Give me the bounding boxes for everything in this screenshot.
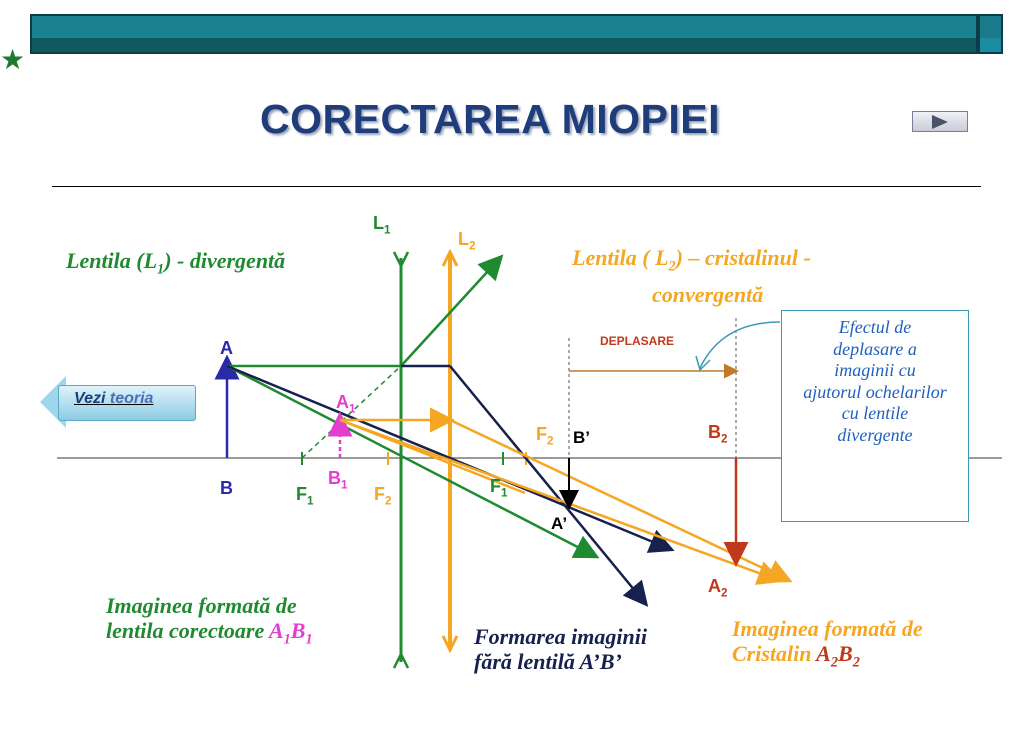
info-box	[781, 310, 969, 522]
see-theory-label: Vezi teoria	[74, 390, 154, 407]
caption-image1: Imaginea formată de lentila corectoare $A_1B_1$	[106, 593, 313, 648]
label-f2-left: $F_2$	[374, 484, 392, 508]
label-a2: $A_2$	[708, 576, 728, 600]
label-b1: $B_1$	[328, 468, 348, 492]
lens-l1-divergent	[394, 252, 408, 668]
see-theory-button[interactable]	[40, 376, 196, 428]
info-line: cu lentile	[841, 403, 909, 424]
caption-image2: Imaginea formată de Cristalin $A_2B_2$	[732, 616, 923, 671]
label-l1: $L_1$	[373, 213, 391, 237]
info-line: divergente	[837, 424, 913, 445]
label-a1: $A_1$	[336, 392, 356, 416]
label-b-prime: B’	[573, 428, 590, 447]
label-b: B	[220, 478, 233, 498]
label-f1-left: $F_1$	[296, 484, 314, 508]
label-l2: $L_2$	[458, 229, 476, 253]
label-f2-right: $F_2$	[536, 424, 554, 448]
label-f1-right: $F_1$	[490, 476, 508, 500]
caption-lens2: Lentila ( $L_2$) – cristalinul -	[572, 245, 811, 275]
label-deplasare: DEPLASARE	[600, 334, 675, 348]
caption-no-lens: Formarea imaginii fără lentilă A’B’	[474, 624, 647, 675]
caption-lens1: Lentila $(L_1)$ - divergentă	[66, 248, 286, 278]
green-rays	[227, 258, 595, 556]
label-b2: $B_2$	[708, 422, 728, 446]
page-title: CORECTAREA MIOPIEI	[259, 96, 721, 142]
info-line: imaginii cu	[834, 360, 916, 381]
info-line: Efectul de	[838, 317, 912, 337]
label-a: A	[220, 338, 233, 358]
info-line: deplasare a	[833, 338, 917, 359]
info-line: ajutorul ochelarilor	[803, 381, 947, 402]
caption-lens2-line2: convergentă	[652, 282, 764, 307]
label-a-prime: A’	[551, 514, 568, 533]
star-icon: ★	[0, 43, 26, 76]
callout-pointer	[700, 322, 780, 368]
